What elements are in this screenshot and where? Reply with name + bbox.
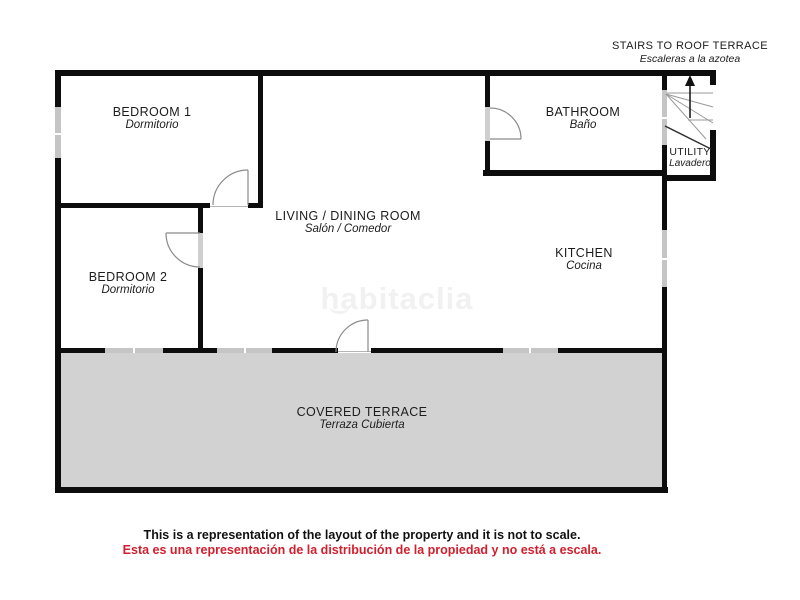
- label-stairs-note: [612, 39, 768, 66]
- wall-utility-right: [710, 130, 716, 181]
- room-subname: Lavadero: [669, 158, 711, 169]
- window-divider: [133, 348, 135, 353]
- wall-terrace-top-e: [558, 348, 667, 353]
- window-divider: [529, 348, 531, 353]
- wall-terrace-bottom: [55, 487, 668, 493]
- door-arc-terrace: [336, 320, 368, 352]
- stairs-up-arrow-icon: [685, 75, 695, 118]
- window-terrace-1: [105, 348, 163, 353]
- stair-winder: [666, 94, 713, 123]
- window-kitchen-right: [662, 230, 667, 287]
- label-bedroom2: [89, 270, 168, 297]
- wall-utility-bottom: [662, 175, 716, 181]
- window-bathroom-right: [662, 90, 667, 145]
- stair-winder: [666, 94, 706, 139]
- door-threshold-bedroom1: [210, 206, 248, 207]
- disclaimer-en: This is a representation of the layout of the property and it is not to scale.: [143, 528, 581, 542]
- room-subname: Baño: [569, 119, 597, 131]
- wall-bed1-bottom-b: [248, 203, 263, 208]
- wall-right-a: [662, 70, 667, 90]
- wall-terrace-top-c: [272, 348, 338, 353]
- wall-terrace-top-a: [55, 348, 105, 353]
- disclaimer-es: Esta es una representación de la distribución de la propiedad y no está a escala.: [122, 543, 602, 557]
- room-subname: Terraza Cubierta: [319, 419, 405, 431]
- wall-right-c: [662, 287, 667, 493]
- window-bedroom1-left: [55, 107, 61, 158]
- room-name: COVERED TERRACE: [296, 405, 428, 419]
- room-name: BATHROOM: [545, 105, 621, 119]
- stairs-symbol: [665, 93, 713, 149]
- room-name: UTILITY: [669, 146, 711, 158]
- room-subname: Salón / Comedor: [304, 223, 392, 235]
- room-name: LIVING / DINING ROOM: [275, 209, 421, 223]
- wall-bed2-right-b: [198, 268, 203, 353]
- label-living-dining: [275, 209, 421, 236]
- habitaclia-watermark: habitaclia: [320, 281, 474, 316]
- room-name: BEDROOM 1: [112, 105, 192, 119]
- label-covered-terrace: [297, 405, 428, 432]
- label-bedroom1: [113, 105, 192, 132]
- room-name: BEDROOM 2: [88, 270, 168, 284]
- window-divider: [244, 348, 246, 353]
- door-threshold-terrace: [338, 351, 371, 352]
- wall-terrace-top-d: [371, 348, 503, 353]
- window-terrace-3: [503, 348, 558, 353]
- wall-bed1-bottom-a: [55, 203, 210, 208]
- door-opening-bedroom2: [198, 233, 203, 268]
- wall-right-b: [662, 145, 667, 230]
- label-kitchen: [555, 246, 613, 273]
- wall-bath-bottom: [483, 170, 667, 176]
- wall-bed1-right: [258, 70, 263, 208]
- door-opening-bathroom: [485, 107, 490, 141]
- window-terrace-2: [217, 348, 272, 353]
- room-subname: Dormitorio: [101, 284, 155, 296]
- door-arc-bathroom: [490, 108, 521, 139]
- stairs-note-es: Escaleras a la azotea: [639, 53, 741, 65]
- label-utility: [669, 146, 711, 170]
- window-divider: [55, 133, 61, 135]
- wall-terrace-top-b: [163, 348, 217, 353]
- room-subname: Cocina: [566, 260, 602, 272]
- window-divider: [662, 258, 667, 260]
- label-bathroom: [546, 105, 621, 132]
- wall-bath-left-a: [485, 70, 490, 107]
- wall-stub-top-right: [710, 70, 716, 85]
- room-subname: Dormitorio: [125, 119, 179, 131]
- wall-top: [55, 70, 716, 76]
- stair-winder: [666, 94, 713, 107]
- watermark-swoosh-icon: [330, 301, 349, 314]
- disclaimer: [123, 528, 602, 558]
- window-divider: [662, 117, 667, 119]
- room-name: KITCHEN: [555, 246, 613, 260]
- door-arc-bedroom1: [213, 170, 248, 205]
- door-arc-bedroom2: [166, 233, 200, 267]
- wall-bed2-right-a: [198, 208, 203, 233]
- stairs-note-en: STAIRS TO ROOF TERRACE: [612, 40, 768, 52]
